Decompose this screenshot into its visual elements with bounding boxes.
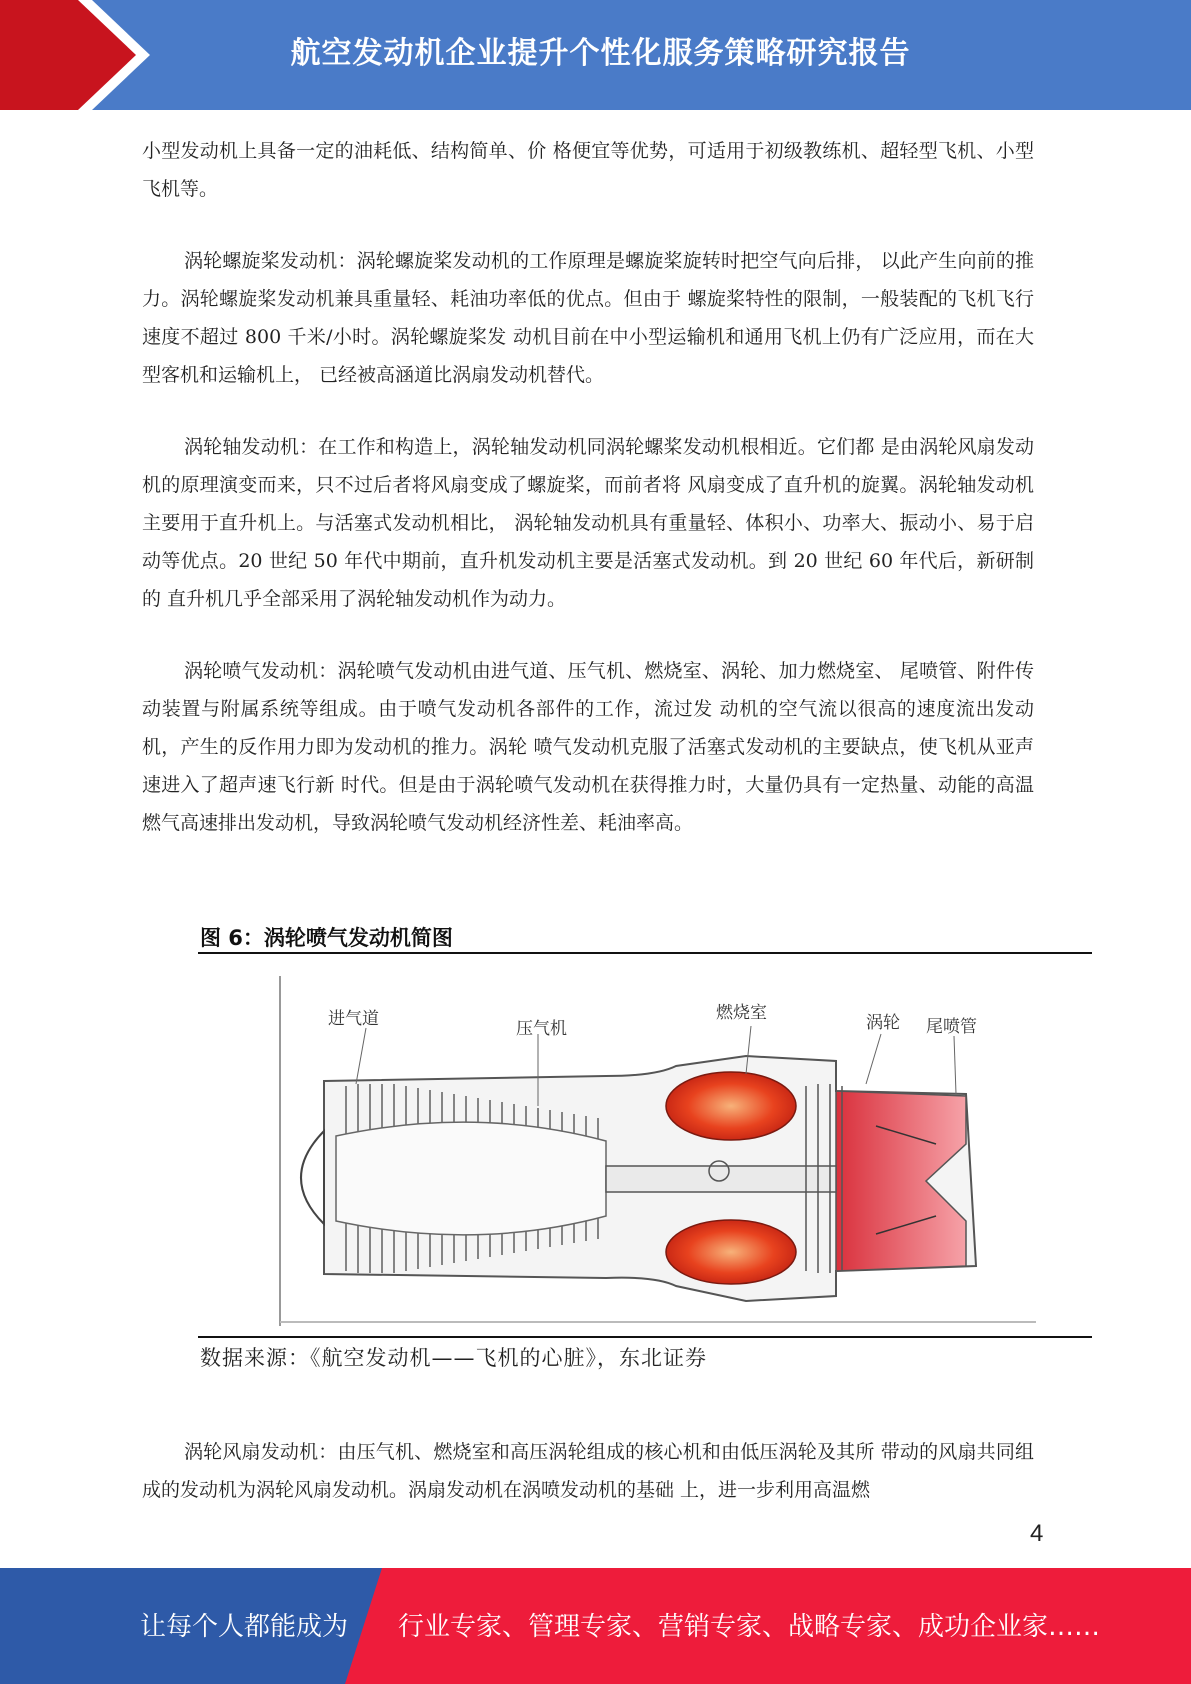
paragraph-turboprop: 涡轮螺旋桨发动机：涡轮螺旋桨发动机的工作原理是螺旋桨旋转时把空气向后排， 以此产生向前的推力。涡轮螺旋桨发动机兼具重量轻、耗油功率低的优点。但由于 螺旋桨特性的限制，一般装配的飞机飞行速度不超过 800 千米/小时。涡轮螺旋桨发 动机目前在中小型运输机和通用飞机上仍有广泛应用，而在大型客机和运输机上， 已经被高涵道比涡扇发动机替代。 xyxy=(142,250,1034,386)
label-turbine: 涡轮 xyxy=(866,1013,900,1033)
figure-title: 图 6：涡轮喷气发动机简图 xyxy=(200,926,453,950)
turbojet-engine-illustration xyxy=(276,966,1036,1326)
figure-top-rule xyxy=(198,952,1092,954)
nose-cone xyxy=(301,1131,324,1224)
body-text-continued xyxy=(142,1433,1034,1543)
page-header xyxy=(0,0,1191,110)
label-inlet: 进气道 xyxy=(328,1009,379,1029)
combustor-bottom xyxy=(666,1220,796,1284)
figure-source: 数据来源：《航空发动机——飞机的心脏》，东北证券 xyxy=(200,1346,707,1370)
label-compressor: 压气机 xyxy=(516,1019,567,1039)
figure-bottom-rule xyxy=(198,1336,1092,1338)
combustor-top xyxy=(666,1072,796,1140)
label-nozzle: 尾喷管 xyxy=(926,1017,977,1037)
paragraph-turbofan: 涡轮风扇发动机：由压气机、燃烧室和高压涡轮组成的核心机和由低压涡轮及其所 带动的风扇共同组成的发动机为涡轮风扇发动机。涡扇发动机在涡喷发动机的基础 上，进一步利用高温燃 xyxy=(142,1441,1034,1501)
report-title: 航空发动机企业提升个性化服务策略研究报告 xyxy=(290,36,911,71)
paragraph-turboshaft: 涡轮轴发动机：在工作和构造上，涡轮轴发动机同涡轮螺桨发动机根相近。它们都 是由涡轮风扇发动机的原理演变而来，只不过后者将风扇变成了螺旋桨，而前者将 风扇变成了直升机的旋翼。涡轮轴发动机主要用于直升机上。与活塞式发动机相比， 涡轮轴发动机具有重量轻、体积小、功率大、振动小、易于启动等优点。20 世纪 50 年代中期前，直升机发动机主要是活塞式发动机。到 20 世纪 60 年代后，新研制的 直升机几乎全部采用了涡轮轴发动机作为动力。 xyxy=(142,436,1034,610)
compressor-drum xyxy=(336,1122,606,1235)
page-number: 4 xyxy=(1030,1520,1044,1547)
page-footer xyxy=(0,1568,1191,1684)
paragraph-small-engines: 小型发动机上具备一定的油耗低、结构简单、价 格便宜等优势，可适用于初级教练机、超轻型飞机、小型飞机等。 xyxy=(142,140,1034,200)
footer-slogan-left: 让每个人都能成为 xyxy=(140,1612,349,1642)
label-combustor: 燃烧室 xyxy=(716,1003,767,1023)
footer-slogan-right: 行业专家、管理专家、营销专家、战略专家、成功企业家…… xyxy=(398,1612,1101,1642)
body-text xyxy=(142,132,1034,876)
figure-turbojet-diagram xyxy=(198,912,1092,1382)
paragraph-turbojet: 涡轮喷气发动机：涡轮喷气发动机由进气道、压气机、燃烧室、涡轮、加力燃烧室、 尾喷管、附件传动装置与附属系统等组成。由于喷气发动机各部件的工作，流过发 动机的空气流以很高的速度流出发动机，产生的反作用力即为发动机的推力。涡轮 喷气发动机克服了活塞式发动机的主要缺点，使飞机从亚声速进入了超声速飞行新 时代。但是由于涡轮喷气发动机在获得推力时，大量仍具有一定热量、动能的高温 燃气高速排出发动机，导致涡轮喷气发动机经济性差、耗油率高。 xyxy=(142,660,1034,834)
engine-shaft xyxy=(606,1166,836,1192)
